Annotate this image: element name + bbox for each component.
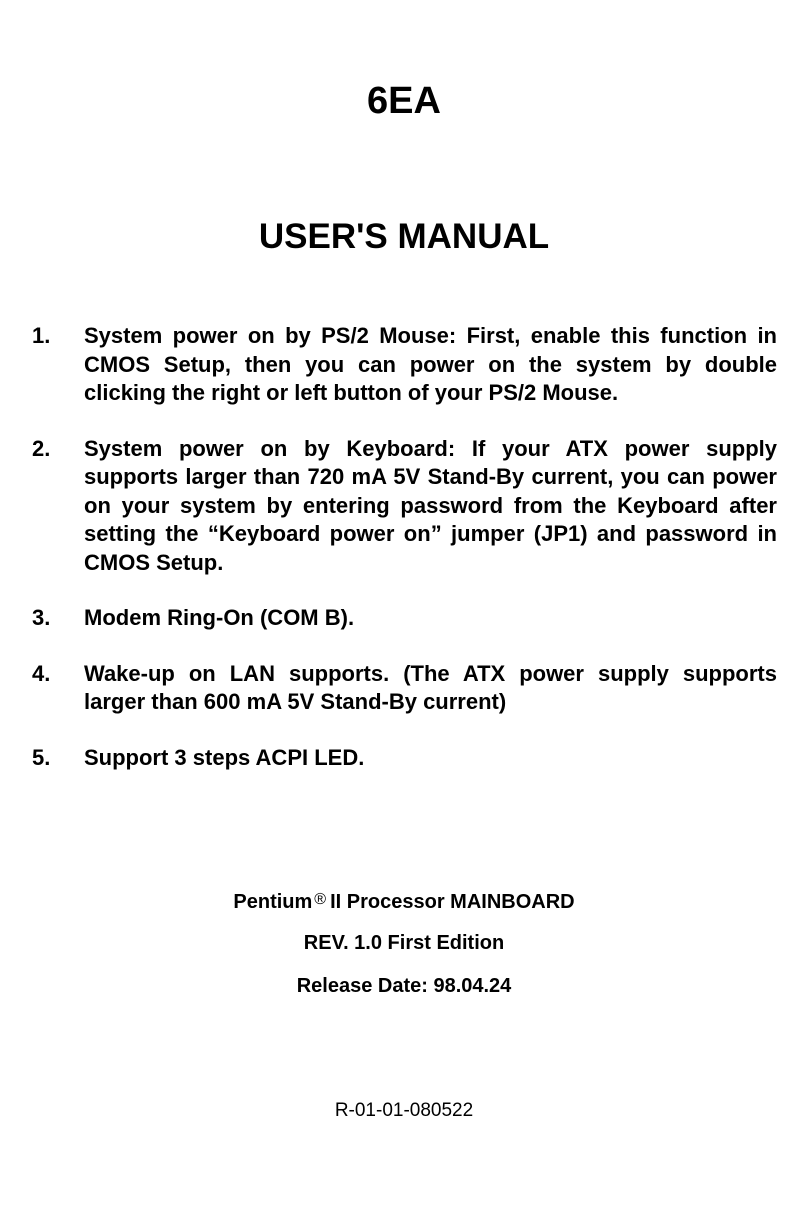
feature-number: 4. [32, 660, 51, 686]
feature-text: Modem Ring-On (COM B). [84, 605, 355, 630]
feature-number: 5. [32, 744, 51, 770]
revision-line: REV. 1.0 First Edition [303, 932, 505, 954]
feature-number: 2. [32, 435, 51, 461]
feature-item [32, 604, 777, 633]
feature-text: Support 3 steps ACPI LED. [84, 744, 365, 770]
feature-text: System power on by Keyboard: If your ATX power supply supports larger than 720 mA 5V Stand-By current, you can power on your system by entering password from the Keyboard after setting the “Keyboard power on” jumper (JP1) and password in CMOS Setup. [84, 435, 777, 575]
feature-text: Wake-up on LAN supports. (The ATX power supply supports larger than 600 mA 5V Stand-By current) [84, 660, 777, 714]
feature-list [32, 322, 777, 799]
document-number: R-01-01-080522 [334, 1100, 474, 1121]
feature-number: 1. [32, 323, 51, 348]
registered-mark-icon: ® [314, 891, 327, 908]
processor-line [0, 887, 808, 915]
model-name: 6EA [367, 80, 441, 122]
feature-text: System power on by PS/2 Mouse: First, enable this function in CMOS Setup, then you can power on the system by double clicking the right or left button of your PS/2 Mouse. [84, 323, 777, 405]
feature-number: 3. [32, 605, 51, 630]
feature-item [32, 744, 777, 773]
manual-title: USER'S MANUAL [258, 217, 550, 256]
feature-item [32, 322, 777, 408]
feature-item [32, 660, 777, 717]
processor-brand: Pentium [233, 891, 313, 913]
feature-item [32, 435, 777, 578]
processor-description: II Processor MAINBOARD [330, 891, 575, 913]
release-date-line: Release Date: 98.04.24 [296, 975, 512, 997]
